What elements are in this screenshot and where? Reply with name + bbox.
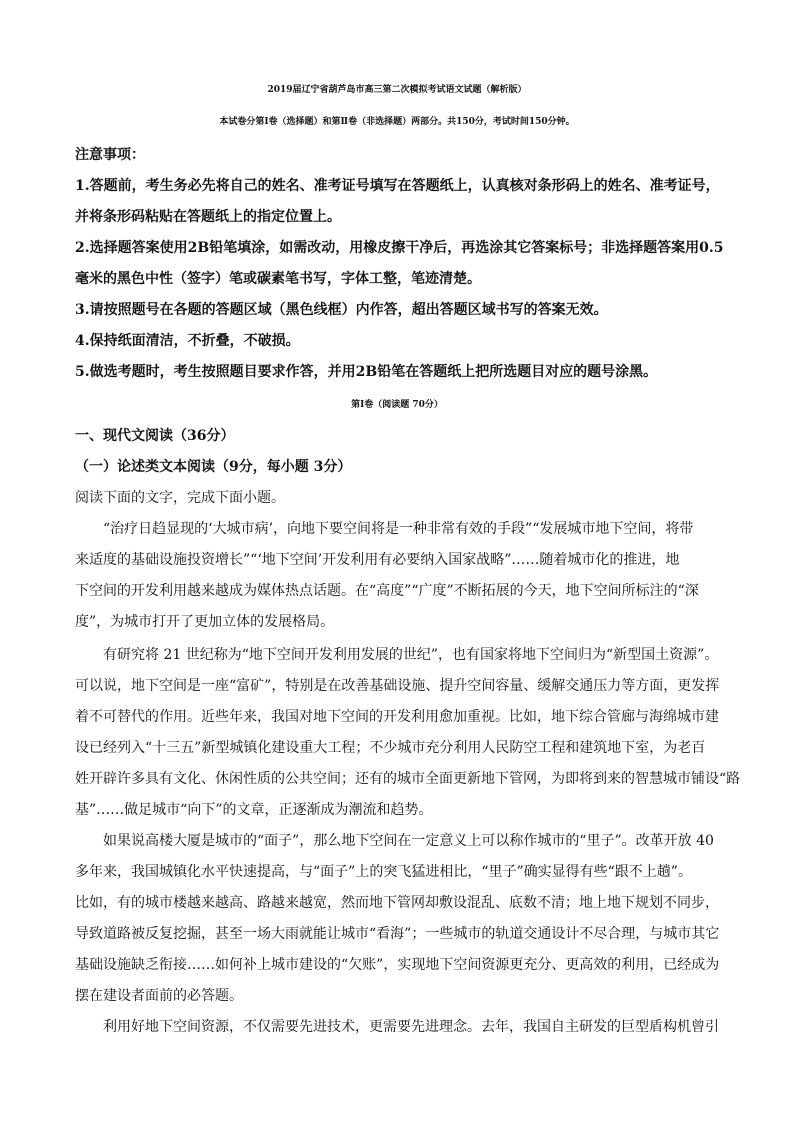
notice-line: 1.答题前，考生务必先将自己的姓名、准考证号填写在答题纸上，认真核对条形码上的姓名、准考证号， <box>75 178 720 194</box>
passage-line: 导致道路被反复挖掘，甚至一场大雨就能让城市“看海”；一些城市的轨道交通设计不尽合理，与城市其它 <box>75 926 720 942</box>
passage-line: 基础设施缺乏衔接……如何补上城市建设的“欠账”，实现地下空间资源更充分、更高效的利用，已经成为 <box>75 957 720 973</box>
passage-line: 利用好地下空间资源，不仅需要先进技术，更需要先进理念。去年，我国自主研发的巨型盾构机曾引 <box>103 1019 719 1035</box>
notice-line: 3.请按照题号在各题的答题区域（黑色线框）内作答，超出答题区域书写的答案无效。 <box>75 302 608 318</box>
notice-line: 4.保持纸面清洁，不折叠，不破损。 <box>75 333 300 349</box>
passage-line: 比如，有的城市楼越来越高、路越来越宽，然而地下管网却敷设混乱、底数不清；地上地下规划不同步， <box>75 895 719 911</box>
part-heading: 第Ⅰ卷（阅读题 70分） <box>351 400 443 410</box>
notice-line: 5.做选考题时，考生按照题目要求作答，并用2B铅笔在答题纸上把所选题目对应的题号涂黑。 <box>75 364 658 380</box>
subsection-heading: （一）论述类文本阅读（9分，每小题 3分） <box>75 459 352 475</box>
passage-line: “治疗日趋显现的‘大城市病’，向地下要空间将是一种非常有效的手段”“发展城市地下空间，将带 <box>103 521 694 537</box>
document-title: 2019届辽宁省葫芦岛市高三第二次模拟考试语文试题（解析版） <box>267 85 527 95</box>
passage-line: 有研究将 21 世纪称为“地下空间开发利用发展的世纪”，也有国家将地下空间归为“新型国土资源”。 <box>103 647 719 663</box>
passage-line: 如果说高楼大厦是城市的“面子”，那么地下空间在一定意义上可以称作城市的“里子”。改革开放 40 <box>103 833 714 849</box>
passage-line: 着不可替代的作用。近些年来，我国对地下空间的开发利用愈加重视。比如，地下综合管廊与海绵城市建 <box>75 709 719 725</box>
notice-line: 并将条形码粘贴在答题纸上的指定位置上。 <box>75 209 341 225</box>
passage-line: 下空间的开发利用越来越成为媒体热点话题。在“高度”“广度”不断拓展的今天，地下空间所标注的“深 <box>75 583 699 599</box>
passage-line: 来适度的基础设施投资增长”“‘地下空间’开发利用有必要纳入国家战略”……随着城市化的推进，地 <box>75 552 680 568</box>
reading-instruction: 阅读下面的文字，完成下面小题。 <box>75 490 285 506</box>
passage-line: 姓开辟许多具有文化、休闲性质的公共空间；还有的城市全面更新地下管网，为即将到来的智慧城市铺设“路 <box>75 771 741 787</box>
passage-line: 度”，为城市打开了更加立体的发展格局。 <box>75 614 335 630</box>
notice-line: 毫米的黑色中性（签字）笔或碳素笔书写，字体工整，笔迹清楚。 <box>75 271 481 287</box>
exam-description: 本试卷分第Ⅰ卷（选择题）和第Ⅱ卷（非选择题）两部分。共150分，考试时间150分钟。 <box>219 117 575 127</box>
notice-heading: 注意事项： <box>75 147 145 163</box>
passage-line: 可以说，地下空间是一座“富矿”，特别是在改善基础设施、提升空间容量、缓解交通压力等方面，更发挥 <box>75 678 720 694</box>
passage-line: 多年来，我国城镇化水平快速提高，与“面子”上的突飞猛进相比，“里子”确实显得有些“跟不上趟”。 <box>75 864 692 880</box>
section-heading: 一、现代文阅读（36分） <box>75 428 235 444</box>
notice-line: 2.选择题答案使用2B铅笔填涂，如需改动，用橡皮擦干净后，再选涂其它答案标号；非选择题答案用0.5 <box>75 240 724 256</box>
passage-line: 基”……做足城市“向下”的文章，正逐渐成为潮流和趋势。 <box>75 802 433 818</box>
passage-line: 摆在建设者面前的必答题。 <box>75 988 243 1004</box>
passage-line: 设已经列入“十三五”新型城镇化建设重大工程；不少城市充分利用人民防空工程和建筑地下室，为老百 <box>75 740 706 756</box>
